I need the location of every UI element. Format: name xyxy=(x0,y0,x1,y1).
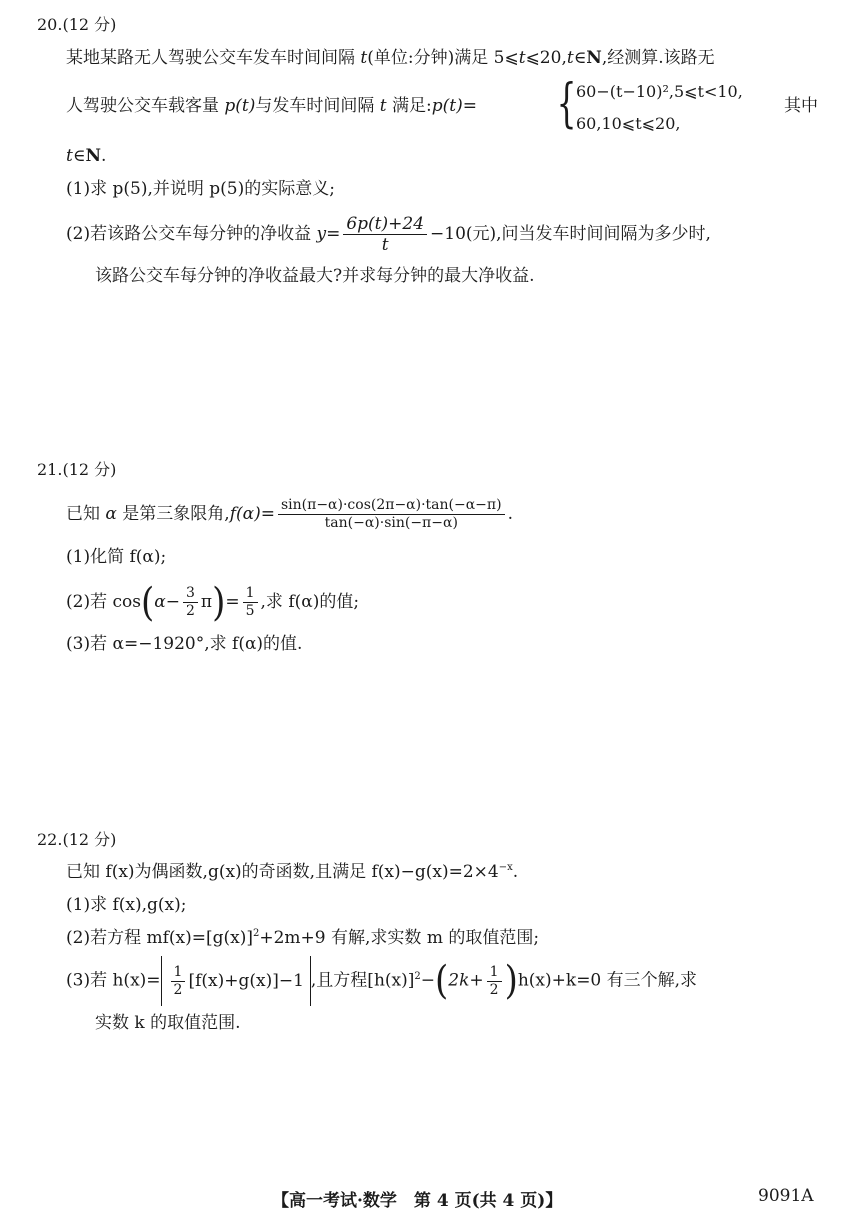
q21-text: = xyxy=(225,592,240,612)
q20-text: 满足: xyxy=(386,96,432,116)
piecewise-brace: { xyxy=(556,74,577,134)
absolute-value xyxy=(161,956,311,1006)
q20-part-2 xyxy=(66,212,711,256)
net-income-fraction xyxy=(343,214,427,255)
q20-text: ∈ xyxy=(72,146,86,166)
func-p: p(t) xyxy=(224,96,256,116)
q22-text: h(x)+k=0 有三个解,求 xyxy=(517,970,698,991)
set-N: N xyxy=(586,48,602,68)
fraction-denominator: tan(−α)·sin(−π−α) xyxy=(324,515,458,531)
q20-intro-line3 xyxy=(66,145,106,167)
q20-text: 某地某路无人驾驶公交车发车时间间隔 xyxy=(66,48,361,68)
q20-text: 与发车时间间隔 xyxy=(255,96,380,116)
fraction-denominator: 2 xyxy=(185,603,195,619)
superscript: 2 xyxy=(414,970,421,982)
var-t: t xyxy=(566,48,574,68)
fraction-numerator: 1 xyxy=(171,964,186,982)
q22-text: ,且方程[h(x)] xyxy=(310,970,415,991)
q21-text: (2)若 cos xyxy=(66,592,141,612)
left-paren: ( xyxy=(140,579,155,626)
q22-text: . xyxy=(512,862,519,882)
func-f-eq: f(α)= xyxy=(229,504,275,524)
superscript: −x xyxy=(498,862,513,873)
q22-text: − xyxy=(420,970,436,991)
var-alpha: α xyxy=(105,504,117,524)
var-t: t xyxy=(379,96,387,116)
q20-text: ⩽20, xyxy=(525,48,567,68)
q20-text: (单位:分钟)满足 5⩽ xyxy=(367,48,519,68)
q22-text: (3)若 h(x)= xyxy=(66,970,161,991)
q22-part-1: (1)求 f(x),g(x); xyxy=(66,895,187,915)
q22-text: [f(x)+g(x)]−1 xyxy=(188,971,304,991)
three-halves-fraction xyxy=(183,585,198,620)
q20-line2-end: 其中 xyxy=(784,96,818,116)
q21-text: . xyxy=(507,504,513,524)
q22-header: 22.(12 分) xyxy=(37,830,117,849)
q22-part-2 xyxy=(66,927,539,952)
q22-text: (2)若方程 mf(x)=[g(x)] xyxy=(66,928,253,948)
one-fifth-fraction xyxy=(243,585,258,620)
page-footer-code: 9091A xyxy=(758,1186,814,1206)
q20-text: −10(元),问当发车时间间隔为多少时, xyxy=(430,224,711,244)
trig-fraction xyxy=(278,497,505,532)
q20-text: . xyxy=(100,146,107,166)
var-y: y= xyxy=(316,224,341,244)
fraction-denominator: 5 xyxy=(245,603,255,619)
q22-text: 已知 f(x)为偶函数,g(x)的奇函数,且满足 f(x)−g(x)=2×4 xyxy=(66,862,499,882)
piecewise-case-1: 60−(t−10)²,5⩽t<10, xyxy=(576,82,743,101)
q21-text: 已知 xyxy=(66,504,106,524)
q22-intro xyxy=(66,861,518,886)
var-t: t xyxy=(66,146,73,166)
set-N: N xyxy=(85,146,101,166)
q22-part-3-cont: 实数 k 的取值范围. xyxy=(95,1013,241,1033)
q20-intro-line2 xyxy=(66,95,477,117)
q21-part-2 xyxy=(66,580,359,624)
superscript: 2 xyxy=(253,928,260,939)
q20-part-2-cont: 该路公交车每分钟的净收益最大?并求每分钟的最大净收益. xyxy=(95,266,535,286)
q20-intro-line1 xyxy=(66,47,715,69)
left-paren: ( xyxy=(435,958,449,1004)
q20-text: (2)若该路公交车每分钟的净收益 xyxy=(66,224,317,244)
pi-symbol: π xyxy=(200,592,213,612)
func-p-eq: p(t)= xyxy=(431,96,478,116)
q22-text: +2m+9 有解,求实数 m 的取值范围; xyxy=(259,928,540,948)
q20-part-1: (1)求 p(5),并说明 p(5)的实际意义; xyxy=(66,179,335,199)
q21-text: 是第三象限角, xyxy=(116,504,230,524)
fraction-numerator: sin(π−α)·cos(2π−α)·tan(−α−π) xyxy=(278,497,505,515)
one-half-fraction xyxy=(171,964,186,999)
q21-part-3: (3)若 α=−1920°,求 f(α)的值. xyxy=(66,634,303,654)
right-paren: ) xyxy=(212,579,226,626)
fraction-denominator: 2 xyxy=(489,981,499,998)
q20-text: ∈ xyxy=(573,48,587,68)
q20-text: 人驾驶公交车载客量 xyxy=(66,96,225,116)
q20-header: 20.(12 分) xyxy=(37,15,117,34)
q21-text: ,求 f(α)的值; xyxy=(260,592,360,612)
q22-part-3 xyxy=(66,956,697,1002)
fraction-denominator: t xyxy=(381,235,389,255)
fraction-numerator: 1 xyxy=(243,585,258,603)
q21-text: α− xyxy=(154,592,180,612)
q22-text: 2k+ xyxy=(448,970,484,991)
fraction-numerator: 6p(t)+24 xyxy=(343,214,427,235)
piecewise-case-2: 60,10⩽t⩽20, xyxy=(576,114,681,133)
right-paren: ) xyxy=(504,958,518,1004)
q21-header: 21.(12 分) xyxy=(37,460,117,479)
page-footer-title: 【高一考试·数学 第 4 页(共 4 页)】 xyxy=(272,1191,563,1211)
var-t: t xyxy=(360,48,368,68)
q20-text: ,经测算.该路无 xyxy=(601,48,715,68)
fraction-numerator: 1 xyxy=(487,964,502,982)
fraction-numerator: 3 xyxy=(183,585,198,603)
q21-intro xyxy=(66,492,513,536)
var-t: t xyxy=(518,48,526,68)
q21-part-1: (1)化简 f(α); xyxy=(66,547,167,567)
fraction-denominator: 2 xyxy=(173,982,183,998)
one-half-fraction xyxy=(487,964,502,999)
